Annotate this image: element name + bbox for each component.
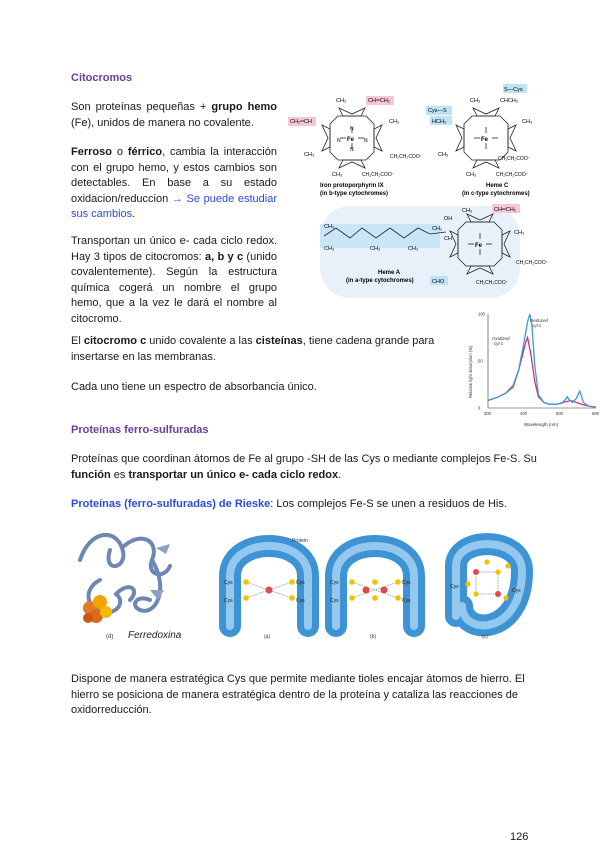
svg-text:CH₃: CH₃ xyxy=(332,172,343,178)
svg-text:CH₃: CH₃ xyxy=(370,246,381,252)
y-axis-title: Relative light absorption (%) xyxy=(468,345,473,398)
svg-text:CH₂CH₂COO⁻: CH₂CH₂COO⁻ xyxy=(476,280,509,286)
series-line-reduced-cyt-c xyxy=(488,314,596,407)
svg-text:Cys—S: Cys—S xyxy=(428,108,447,114)
svg-text:CH₂: CH₂ xyxy=(432,226,443,232)
svg-text:CH₃: CH₃ xyxy=(389,119,400,125)
panel-b-label: (b) xyxy=(370,634,377,640)
svg-text:Cys: Cys xyxy=(224,598,233,604)
x-tick-label: 300 xyxy=(484,411,491,416)
heme-c-structure xyxy=(426,84,532,197)
svg-text:CH₂═CH: CH₂═CH xyxy=(290,119,312,125)
paragraph-rieske: Proteínas (ferro-sulfuradas) de Rieske: Los complejos Fe-S se unen a residuos de His. xyxy=(71,498,507,510)
svg-text:Iron protoporphyrin IX: Iron protoporphyrin IX xyxy=(320,183,384,189)
svg-text:CH₃: CH₃ xyxy=(304,152,315,158)
oxidized-label-2: cyt c xyxy=(494,341,504,346)
svg-text:N: N xyxy=(364,138,368,144)
y-tick-label: 0 xyxy=(478,405,481,411)
svg-text:CH₃: CH₃ xyxy=(408,246,419,252)
page-number: 126 xyxy=(510,831,529,843)
svg-text:Protein: Protein xyxy=(292,538,308,544)
svg-text:CH₃: CH₃ xyxy=(336,98,347,104)
svg-text:CH₃: CH₃ xyxy=(324,246,335,252)
iron-protoporphyrin-structure xyxy=(288,96,423,197)
svg-text:S—Cys: S—Cys xyxy=(504,87,523,93)
oxidized-label: Oxidized xyxy=(492,336,510,341)
svg-text:(in a-type cytochromes): (in a-type cytochromes) xyxy=(346,278,414,284)
section-title-citocromos: Citocromos xyxy=(71,72,133,84)
ferredoxin-panel-label: (d) xyxy=(106,634,114,640)
svg-text:CH₂CH₂COO⁻: CH₂CH₂COO⁻ xyxy=(516,260,549,266)
svg-text:CH₂CH₂COO⁻: CH₂CH₂COO⁻ xyxy=(362,172,395,178)
reduced-label: Reduced xyxy=(530,318,549,323)
paragraph-ferroso: Ferroso o férrico, cambia la interacción con el grupo hemo, y estos cambios son detectables. En base a su estado oxidacion/reduccion → Se puede estudiar sus cambios. xyxy=(71,146,277,220)
ferredoxin-caption: Ferredoxina xyxy=(128,630,182,641)
paragraph-dispone: Dispone de manera estratégica Cys que permite mediante tioles encajar átomos de hierro. El hierro se posiciona de manera estratégica dentro de la proteína y cataliza las reacciones de oxidorreducción. xyxy=(71,673,525,716)
svg-text:CHO: CHO xyxy=(432,279,445,285)
paragraph-coordinan: Proteínas que coordinan átomos de Fe al grupo -SH de las Cys o mediante complejos Fe-S. Su función es transportar un único e- cada ciclo redox. xyxy=(71,453,537,481)
svg-text:CH: CH xyxy=(444,236,452,242)
fe-s-clusters-figure xyxy=(212,526,544,642)
section-title-ferro-sulfuradas: Proteínas ferro-sulfuradas xyxy=(71,424,209,436)
arrow-icon: → xyxy=(171,192,183,205)
x-tick-label: 600 xyxy=(592,411,599,416)
svg-text:CHCH₃: CHCH₃ xyxy=(500,98,519,104)
reduced-label-2: cyt c xyxy=(532,323,542,328)
svg-text:N: N xyxy=(350,147,354,153)
svg-text:Cys: Cys xyxy=(224,580,233,586)
svg-text:CH₃: CH₃ xyxy=(522,119,533,125)
svg-text:CH₃: CH₃ xyxy=(438,152,449,158)
svg-text:CH═CH₂: CH═CH₂ xyxy=(494,207,516,213)
paragraph-proteinas: Son proteínas pequeñas + grupo hemo (Fe), unidos de manera no covalente. xyxy=(71,101,277,129)
series-line-oxidized-cyt-c xyxy=(488,338,596,408)
x-tick-label: 500 xyxy=(556,411,563,416)
study-link[interactable]: Se puede estudiar sus cambios xyxy=(71,192,277,220)
svg-text:Cys: Cys xyxy=(296,580,305,586)
svg-text:Cys: Cys xyxy=(402,580,411,586)
svg-text:CH₃: CH₃ xyxy=(514,230,525,236)
svg-text:Cys: Cys xyxy=(402,598,411,604)
svg-text:Heme C: Heme C xyxy=(486,183,509,189)
heme-structures-figure xyxy=(280,87,549,298)
x-axis-title: Wavelength (nm) xyxy=(524,422,559,427)
svg-text:Fe: Fe xyxy=(481,137,489,143)
ferredoxin-figure xyxy=(60,520,205,642)
absorption-spectrum-chart xyxy=(464,306,600,430)
panel-c-label: (c) xyxy=(482,634,488,640)
svg-text:OH: OH xyxy=(444,216,453,222)
svg-text:Cys: Cys xyxy=(296,598,305,604)
svg-text:CH₂CH₂COO⁻: CH₂CH₂COO⁻ xyxy=(496,172,529,178)
svg-text:CH₃: CH₃ xyxy=(462,208,473,214)
svg-text:Cys: Cys xyxy=(330,580,339,586)
svg-text:Heme A: Heme A xyxy=(378,270,401,276)
fe-label: Fe xyxy=(347,137,355,143)
paragraph-espectro: Cada uno tiene un espectro de absorbancia único. xyxy=(71,381,317,393)
svg-text:CH═CH₂: CH═CH₂ xyxy=(368,98,390,104)
panel-a-label: (a) xyxy=(264,634,271,640)
svg-text:(in b-type cytochromes): (in b-type cytochromes) xyxy=(320,191,389,197)
paragraph-citocromo-c: El citocromo c unido covalente a las cisteínas, tiene cadena grande para insertarse en las membranas. xyxy=(71,335,435,363)
svg-text:CH₃: CH₃ xyxy=(324,224,335,230)
svg-text:(in c-type cytochromes): (in c-type cytochromes) xyxy=(462,191,530,197)
paragraph-transportan: Transportan un único e- cada ciclo redox. Hay 3 tipos de citocromos: a, b y c (unido covalentemente). Según la estructura química cogerá un nombre el grupo hemo, que a la vez le dará el nombre al citocromo. xyxy=(71,235,277,325)
svg-text:Cys: Cys xyxy=(512,588,521,594)
svg-text:N: N xyxy=(350,126,354,132)
svg-text:N: N xyxy=(337,138,341,144)
svg-text:Cys: Cys xyxy=(330,598,339,604)
svg-text:CH₃: CH₃ xyxy=(466,172,477,178)
svg-text:Cys: Cys xyxy=(450,584,459,590)
svg-text:CH₂CH₂COO⁻: CH₂CH₂COO⁻ xyxy=(390,154,423,160)
svg-text:Fe: Fe xyxy=(475,243,483,249)
svg-text:CH₃: CH₃ xyxy=(470,98,481,104)
x-tick-label: 400 xyxy=(520,411,527,416)
y-tick-label: 100 xyxy=(478,311,485,317)
svg-text:CH₂CH₂COO⁻: CH₂CH₂COO⁻ xyxy=(498,156,531,162)
y-tick-label: 50 xyxy=(478,358,483,364)
svg-text:HCH₃: HCH₃ xyxy=(432,119,447,125)
